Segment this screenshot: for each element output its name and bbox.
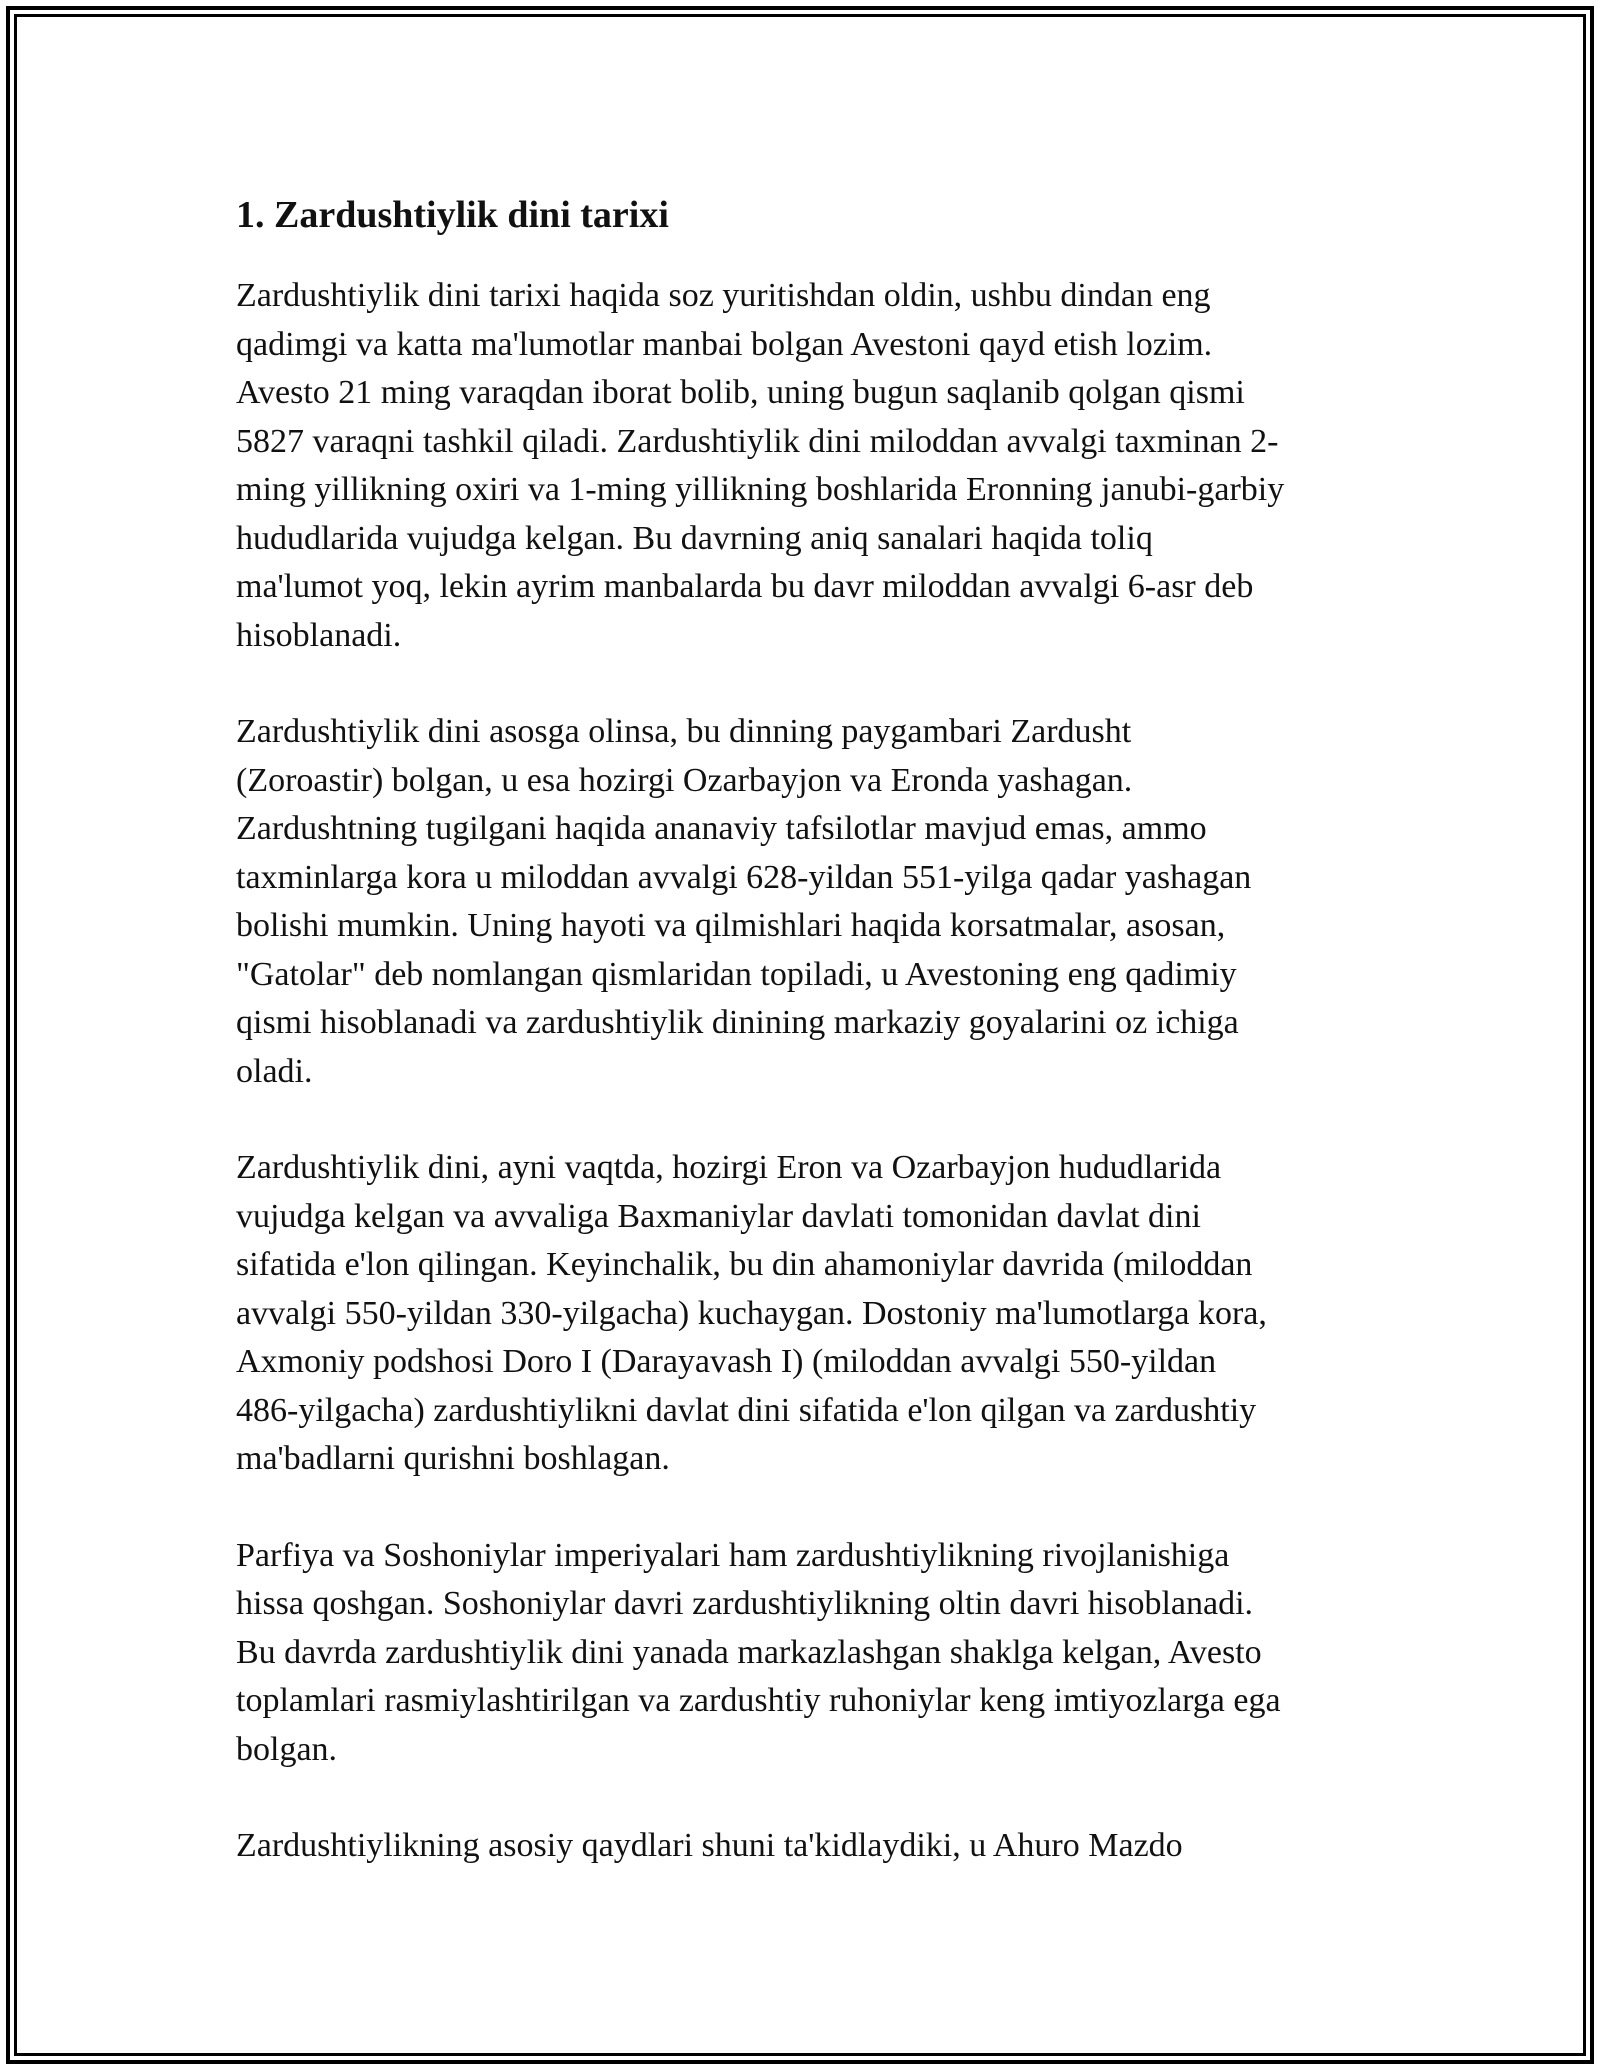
paragraph-prophet-zardusht: Zardushtiylik dini asosga olinsa, bu dinning paygambari Zardusht (Zoroastir) bolgan, u esa hozirgi Ozarbayjon va Eronda yashagan. Zardushtning tugilgani haqida ananaviy tafsilotlar mavjud emas, ammo taxminlarga kora u miloddan avvalgi 628-yildan 551-yilga qadar yashagan bolishi mumkin. Uning hayoti va qilmishlari haqida korsatmalar, asosan, "Gatolar" deb nomlangan qismlaridan topiladi, u Avestoning eng qadimiy qismi hisoblanadi va zardushtiylik dinining markaziy goyalarini oz ichiga oladi. xyxy=(236,713,1252,1090)
paragraph-state-religion: Zardushtiylik dini, ayni vaqtda, hozirgi Eron va Ozarbayjon hududlarida vujudga kelgan va avvaliga Baxmaniylar davlati tomonidan davlat dini sifatida e'lon qilingan. Keyinchalik, bu din ahamoniylar davrida (miloddan avvalgi 550-yildan 330-yilgacha) kuchaygan. Dostoniy ma'lumotlarga kora, Axmoniy podshosi Doro I (Darayavash I) (miloddan avvalgi 550-yildan 486-yilgacha) zardushtiylikni davlat dini sifatida e'lon qilgan va zardushtiy ma'badlarni qurishni boshlagan. xyxy=(236,1149,1267,1477)
paragraph-avesto-origins: Zardushtiylik dini tarixi haqida soz yuritishdan oldin, ushbu dindan eng qadimgi va katta ma'lumotlar manbai bolgan Avestoni qayd etish lozim. Avesto 21 ming varaqdan iborat bolib, uning bugun saqlanib qolgan qismi 5827 varaqni tashkil qiladi. Zardushtiylik dini miloddan avvalgi taxminan 2- ming yillikning oxiri va 1-ming yillikning boshlarida Eronning janubi-garbiy hududlarida vujudga kelgan. Bu davrning aniq sanalari haqida toliq ma'lumot yoq, lekin ayrim manbalarda bu davr miloddan avvalgi 6-asr deb hisoblanadi. xyxy=(236,277,1285,654)
paragraph-core-tenets: Zardushtiylikning asosiy qaydlari shuni ta'kidlaydiki, u Ahuro Mazdo xyxy=(236,1827,1183,1864)
document-body xyxy=(236,186,1376,1871)
section-heading: 1. Zardushtiylik dini tarixi xyxy=(236,194,669,236)
paragraph-sassanid-era: Parfiya va Soshoniylar imperiyalari ham zardushtiylikning rivojlanishiga hissa qoshgan. Soshoniylar davri zardushtiylikning oltin davri hisoblanadi. Bu davrda zardushtiylik dini yanada markazlashgan shaklga kelgan, Avesto toplamlari rasmiylashtirilgan va zardushtiy ruhoniylar keng imtiyozlarga ega bolgan. xyxy=(236,1536,1281,1768)
